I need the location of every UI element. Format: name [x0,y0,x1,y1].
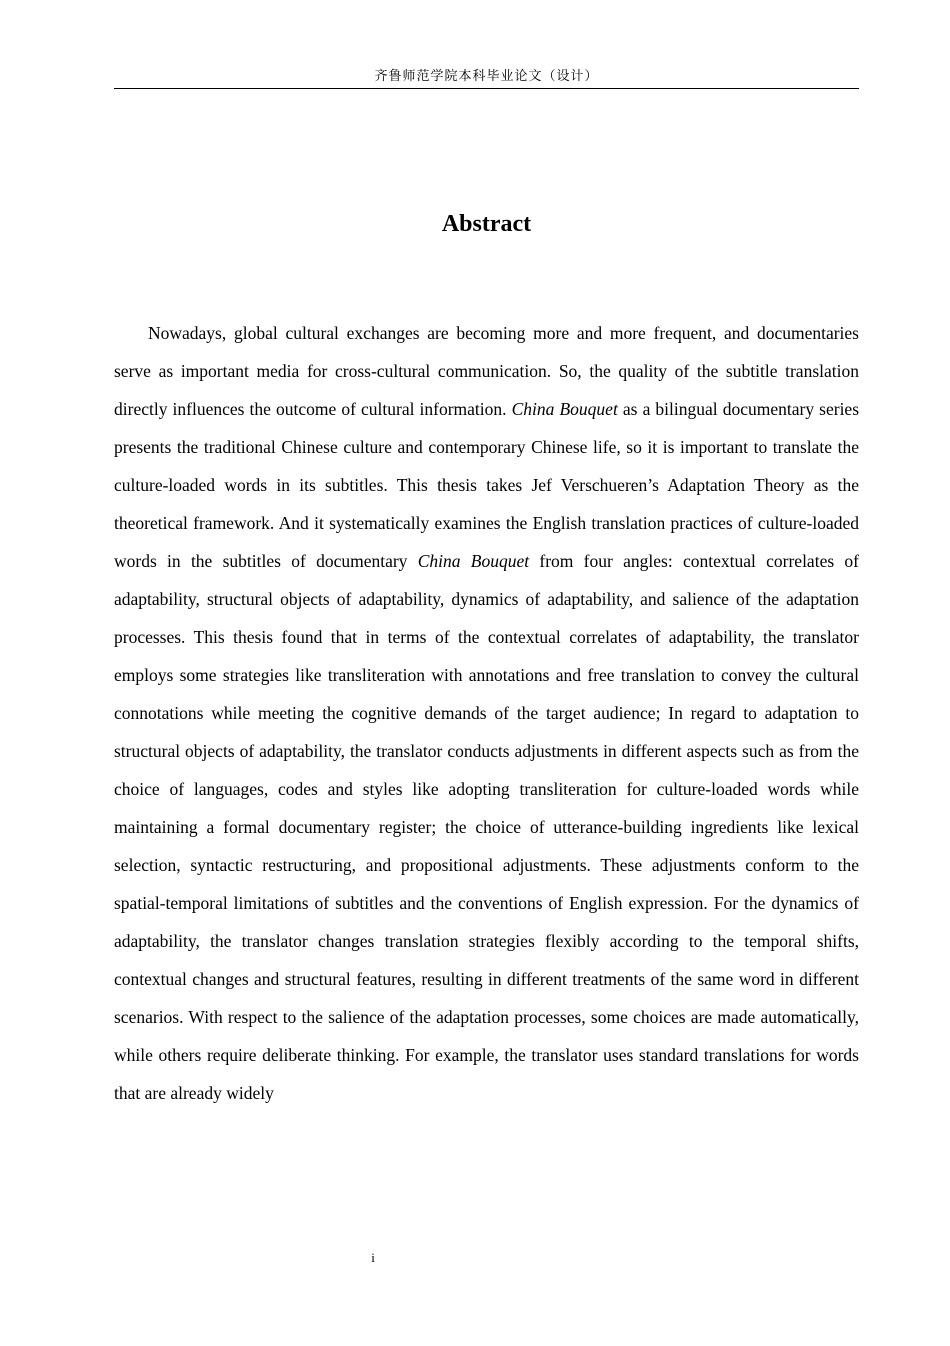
page-number: i [371,1250,375,1265]
documentary-title-italic: China Bouquet [511,399,618,419]
abstract-text-segment: Nowadays, global cultural exchanges are becoming more and more frequent, and documentaries serve as important media for cross-cultural communication. So, the quality of the subtitle translation directly influences the outcome of cultural information. [114,323,859,419]
abstract-title: Abstract [441,211,532,237]
abstract-text-segment: from four angles: contextual correlates of adaptability, structural objects of adaptability, dynamics of adaptability, and salience of the adaptation processes. This thesis found that in terms of the contextual correlates of adaptability, the translator employs some strategies like transliteration with annotations and free translation to convey the cultural connotations while meeting the cognitive demands of the target audience; In regard to adaptation to structural objects of adaptability, the translator conducts adjustments in different aspects such as from the choice of languages, codes and styles like adopting transliteration for culture-loaded words while maintaining a formal documentary register; the choice of utterance‑building ingredients like lexical selection, syntactic restructuring, and propositional adjustments. These adjustments conform to the spatial‑temporal limitations of subtitles and the conventions of English expression. For the dynamics of adaptability, the translator changes translation strategies flexibly according to the temporal shifts, contextual changes and structural features, resulting in different treatments of the same word in different scenarios. With respect to the salience of the adaptation processes, some choices are made automatically, while others require deliberate thinking. For example, the translator uses standard translations for words that are already widely [114,551,859,1103]
running-header: 齐鲁师范学院本科毕业论文（设计） [114,66,859,89]
documentary-title-italic: China Bouquet [417,551,530,571]
abstract-text-segment: as a bilingual documentary series presents the traditional Chinese culture and contemporary Chinese life, so it is important to translate the culture-loaded words in its subtitles. This thesis takes Jef Verschueren’s Adaptation Theory as the theoretical framework. And it systematically examines the English translation practices of culture‑loaded words in the subtitles of documentary [114,399,860,571]
abstract-paragraph [114,314,859,1112]
